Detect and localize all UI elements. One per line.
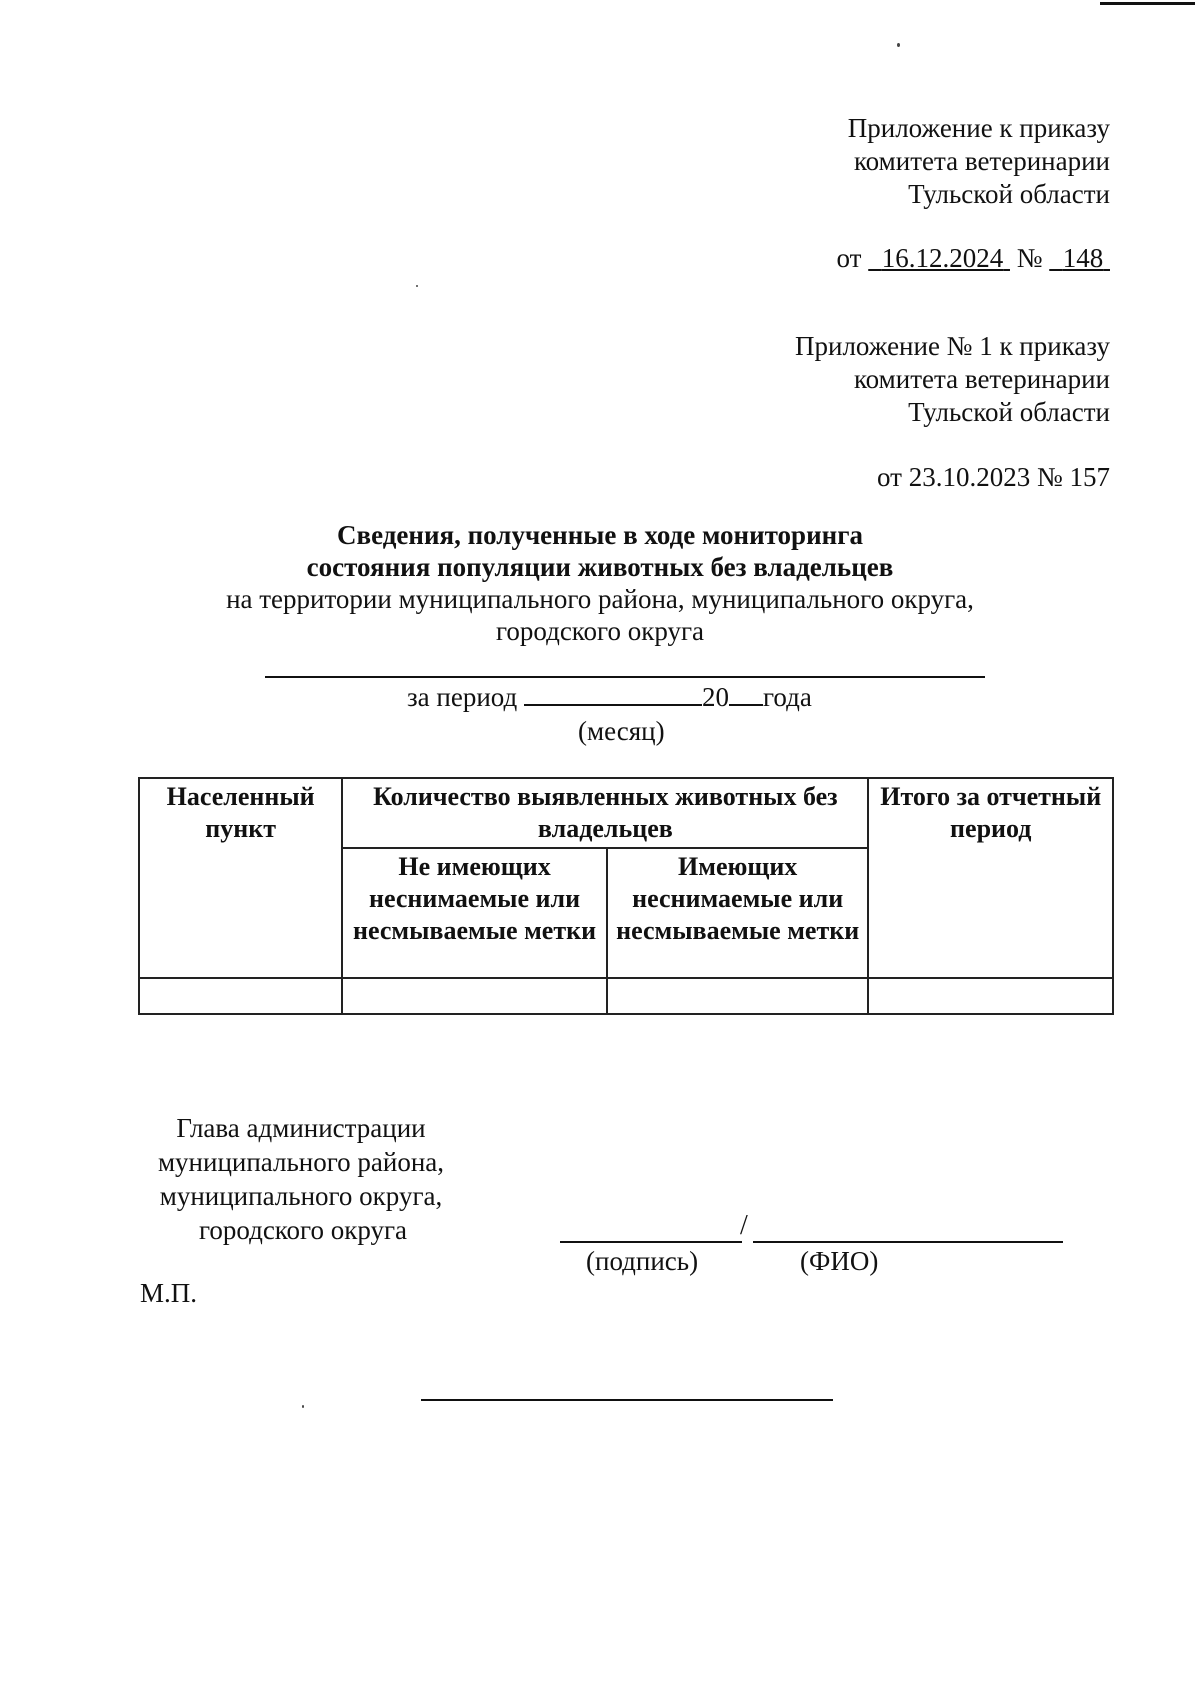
appendix-line: комитета ветеринарии [853,146,1110,176]
period-line [407,680,812,714]
year-prefix: 20 [702,682,729,712]
appendix-current-date-line [837,242,1110,275]
month-blank [524,680,702,706]
signatory-position [146,1111,456,1247]
cell-total [868,978,1113,1014]
signature-separator: / [740,1210,748,1241]
order-number: 148 [1062,243,1104,273]
header-with-marks: Имеющих неснимаемые или несмываемые метки [607,848,869,978]
title-line: городского округа [495,616,705,646]
appendix-previous-date: от 23.10.2023 № 157 [877,462,1110,492]
header-without-marks: Не имеющих неснимаемые или несмываемые метки [342,848,607,978]
document-title [0,519,1200,647]
number-sign: № [1016,243,1043,273]
title-line: на территории муниципального района, муниципального округа, [226,584,974,614]
period-prefix: за период [407,682,518,712]
bottom-separator-line [421,1399,833,1401]
table-row [139,978,1113,1014]
order-date: 16.12.2024 [881,243,1004,273]
title-line: Сведения, полученные в ходе мониторинга [337,520,863,550]
header-count-group: Количество выявленных животных без владельцев [342,778,868,848]
appendix-previous [795,330,1110,429]
appendix-line: Приложение к приказу [847,113,1110,143]
cell-without-marks [342,978,607,1014]
position-line: муниципального округа, [159,1181,443,1211]
position-line: городского округа [198,1215,408,1245]
seal-mark: М.П. [140,1278,198,1308]
monitoring-table [138,777,1114,1015]
position-line: муниципального района, [157,1147,445,1177]
signature-caption: (подпись) [586,1246,699,1276]
scan-speck [416,285,418,287]
appendix-line: Тульской области [908,179,1110,209]
appendix-line: Тульской области [908,397,1110,427]
territory-blank-line [265,676,985,678]
position-line: Глава администрации [176,1113,426,1143]
year-blank [729,680,763,706]
scan-edge-mark [1100,2,1195,5]
signature-blank-line [560,1241,742,1243]
scan-speck [897,43,900,47]
date-prefix: от [836,243,862,273]
cell-with-marks [607,978,869,1014]
appendix-current [848,112,1110,211]
scan-speck [302,1405,304,1408]
name-blank-line [753,1241,1063,1243]
header-total: Итого за отчетный период [868,778,1113,978]
period-suffix: года [763,682,812,712]
appendix-line: Приложение № 1 к приказу [795,331,1110,361]
header-settlement: Населенный пункт [139,778,342,978]
title-line: состояния популяции животных без владельцев [306,552,894,582]
name-caption: (ФИО) [800,1246,879,1276]
month-caption: (месяц) [578,716,665,746]
appendix-line: комитета ветеринарии [853,364,1110,394]
cell-settlement [139,978,342,1014]
